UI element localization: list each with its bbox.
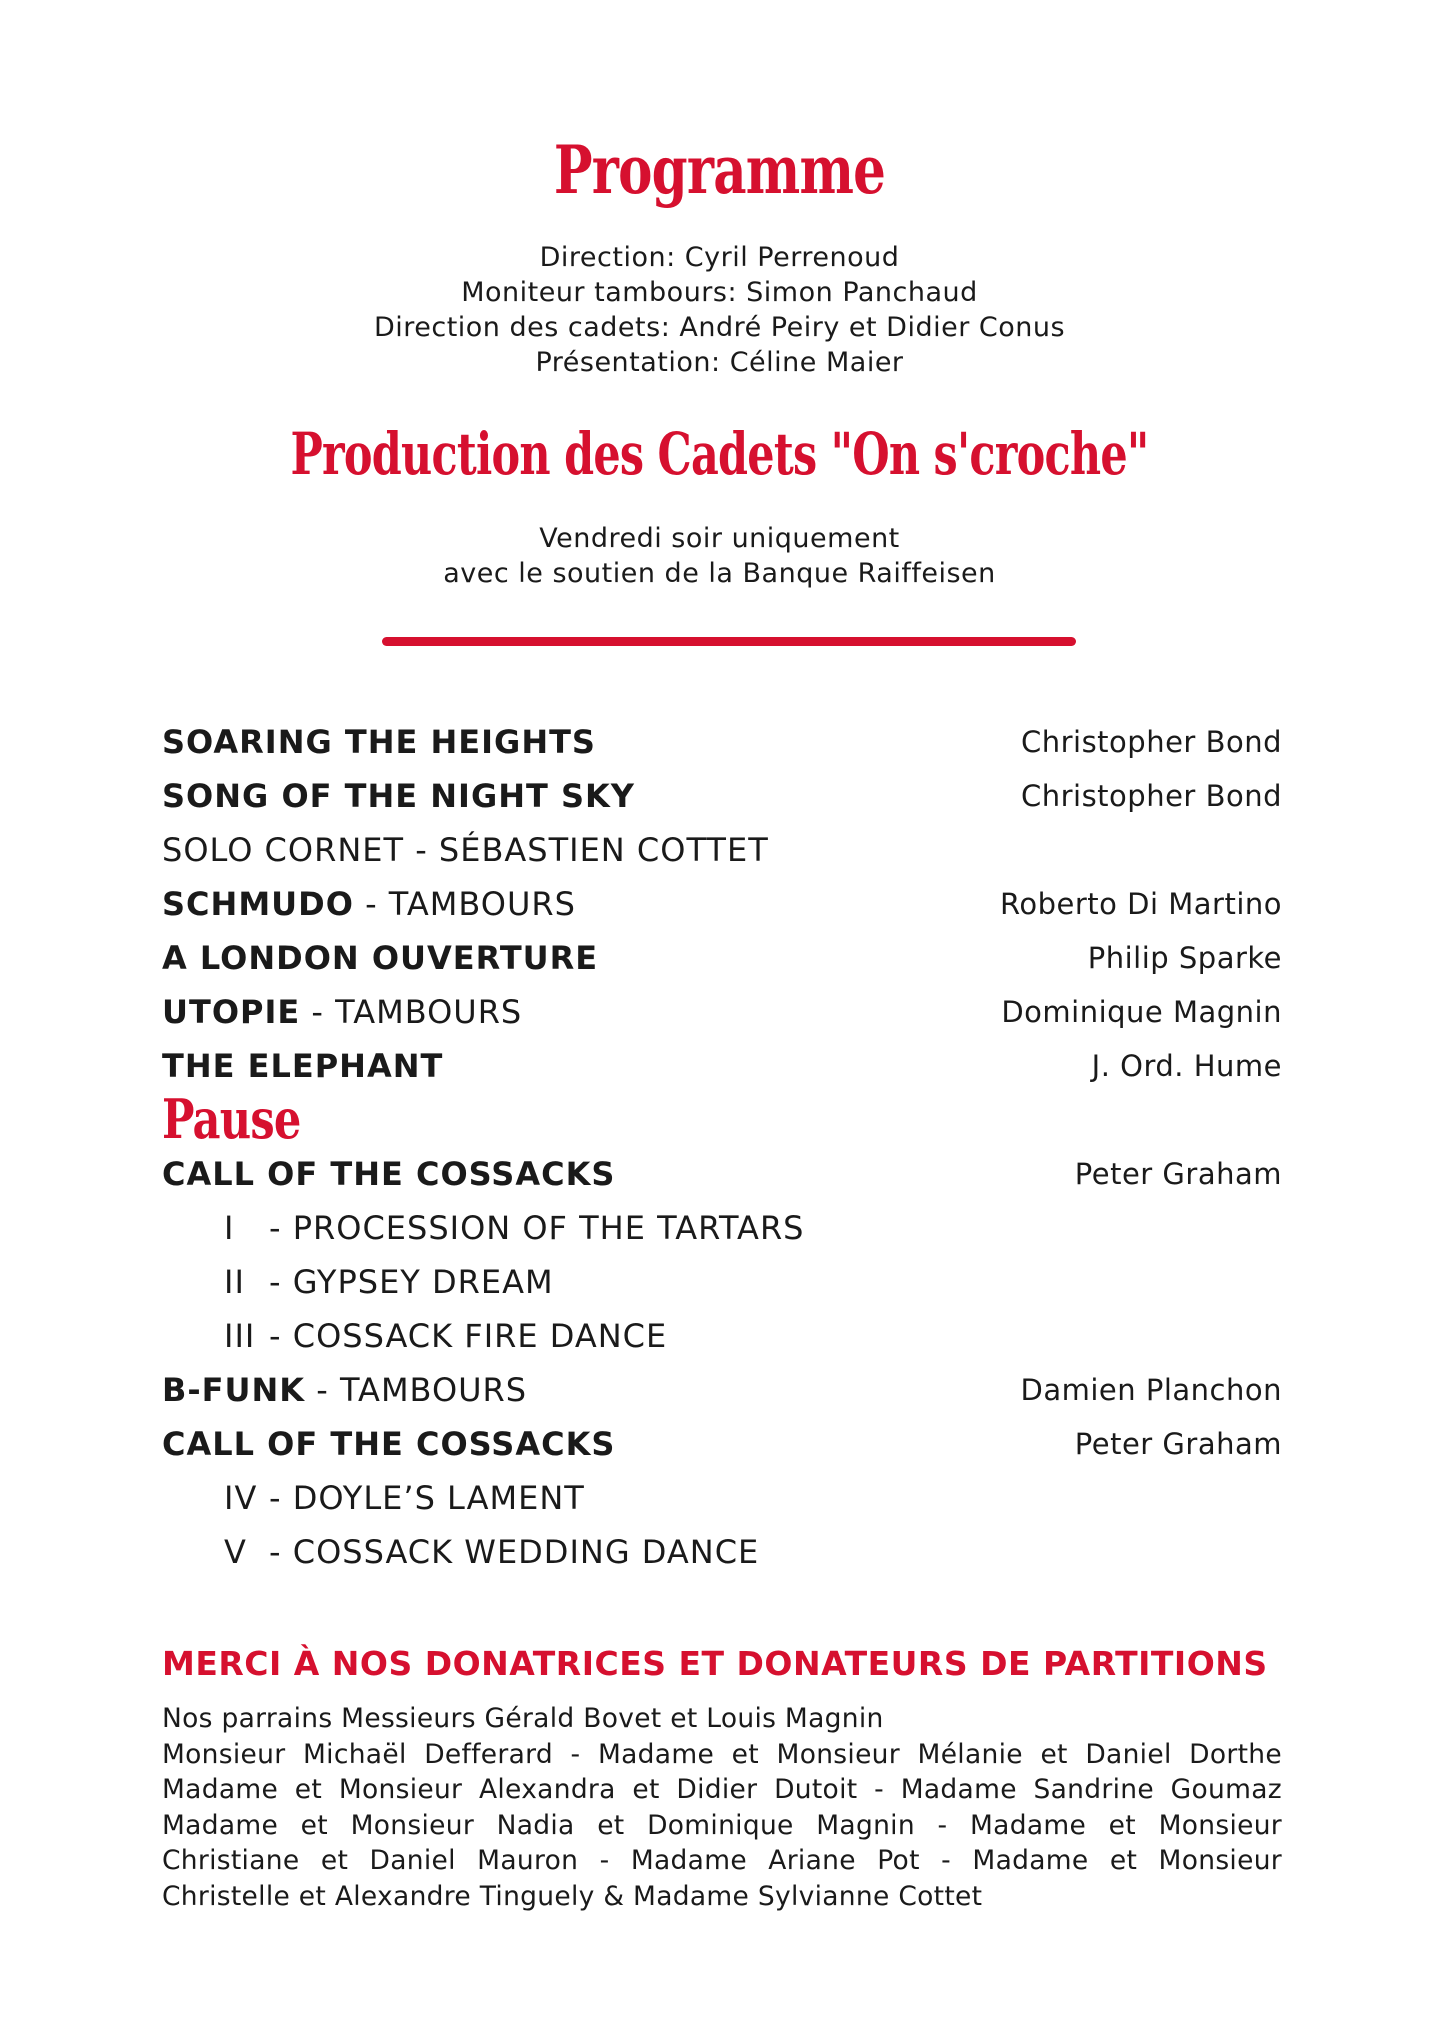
piece-composer: Dominique Magnin [1001, 995, 1282, 1029]
movement-title: - DOYLE’S LAMENT [269, 1479, 585, 1517]
movement-number: II [224, 1263, 245, 1301]
piece-title: CALL OF THE COSSACKS [162, 1155, 616, 1193]
credit-cadets-direction: Direction des cadets: André Peiry et Didier Conus [373, 312, 1066, 343]
program-item [162, 877, 1282, 931]
credits-block [0, 240, 1439, 380]
thanks-line: Monsieur Michaël Defferard - Madame et Monsieur Mélanie et Daniel Dorthe [162, 1738, 1282, 1770]
movement-title: - PROCESSION OF THE TARTARS [269, 1209, 805, 1247]
piece-title: UTOPIE [162, 993, 301, 1031]
piece-composer: Philip Sparke [1087, 941, 1282, 975]
program-item [162, 931, 1282, 985]
movement-item [162, 1471, 1282, 1525]
credit-drum-instructor: Moniteur tambours: Simon Panchaud [461, 277, 978, 308]
piece-title: SOARING THE HEIGHTS [162, 723, 596, 761]
movement-title: - COSSACK FIRE DANCE [269, 1317, 668, 1355]
credit-presentation: Présentation: Céline Maier [535, 347, 904, 378]
thanks-heading: MERCI À NOS DONATRICES ET DONATEURS DE PARTITIONS [162, 1644, 1268, 1683]
movement-item [162, 1201, 1282, 1255]
production-info [0, 521, 1439, 591]
piece-title: SCHMUDO [162, 885, 354, 923]
piece-title: CALL OF THE COSSACKS [162, 1425, 616, 1463]
program-item [162, 1363, 1282, 1417]
piece-suffix: - TAMBOURS [300, 993, 523, 1031]
program-item [162, 769, 1282, 823]
piece-composer: Christopher Bond [1020, 779, 1282, 813]
piece-composer: Christopher Bond [1020, 725, 1282, 759]
thanks-line: Madame et Monsieur Nadia et Dominique Magnin - Madame et Monsieur [162, 1809, 1282, 1841]
piece-composer: Peter Graham [1074, 1427, 1282, 1461]
program-list [162, 715, 1282, 1579]
movement-item [162, 1255, 1282, 1309]
program-item [162, 715, 1282, 769]
thanks-text [162, 1701, 1282, 1914]
thanks-line: Nos parrains Messieurs Gérald Bovet et Louis Magnin [162, 1703, 884, 1734]
piece-title: B-FUNK [162, 1371, 306, 1409]
program-item [162, 1417, 1282, 1471]
piece-title: A LONDON OUVERTURE [162, 939, 599, 977]
movement-number: V [224, 1533, 247, 1571]
section-divider [382, 637, 1076, 646]
credit-direction: Direction: Cyril Perrenoud [539, 242, 900, 273]
movement-number: I [224, 1209, 235, 1247]
program-item [162, 1039, 1282, 1093]
program-item [162, 985, 1282, 1039]
thanks-line: Madame et Monsieur Alexandra et Didier Dutoit - Madame Sandrine Goumaz [162, 1774, 1282, 1805]
movement-item [162, 1525, 1282, 1579]
production-info-line: avec le soutien de la Banque Raiffeisen [443, 558, 996, 589]
production-title: Production des Cadets "On s'croche" [290, 420, 1149, 488]
piece-composer: Damien Planchon [1020, 1373, 1282, 1407]
movement-number: IV [224, 1479, 258, 1517]
pause-row [162, 1087, 1282, 1151]
thanks-line: Christiane et Daniel Mauron - Madame Ariane Pot - Madame et Monsieur [162, 1845, 1282, 1876]
page-title: Programme [553, 131, 886, 209]
movement-number: III [224, 1317, 256, 1355]
piece-suffix: - TAMBOURS [353, 885, 576, 923]
piece-composer: Peter Graham [1074, 1157, 1282, 1191]
movement-item [162, 1309, 1282, 1363]
piece-composer: Roberto Di Martino [1000, 887, 1282, 921]
piece-composer: J. Ord. Hume [1091, 1049, 1282, 1083]
movement-title: - COSSACK WEDDING DANCE [269, 1533, 760, 1571]
pause-heading: Pause [162, 1087, 301, 1151]
piece-soloist: SOLO CORNET - SÉBASTIEN COTTET [162, 831, 769, 869]
piece-title: THE ELEPHANT [162, 1047, 444, 1085]
movement-title: - GYPSEY DREAM [269, 1263, 554, 1301]
piece-title: SONG OF THE NIGHT SKY [162, 777, 635, 815]
thanks-line: Christelle et Alexandre Tinguely & Madame Sylvianne Cottet [162, 1880, 983, 1912]
production-info-line: Vendredi soir uniquement [539, 523, 900, 554]
program-item [162, 1147, 1282, 1201]
program-item [162, 823, 1282, 877]
piece-suffix: - TAMBOURS [305, 1371, 528, 1409]
